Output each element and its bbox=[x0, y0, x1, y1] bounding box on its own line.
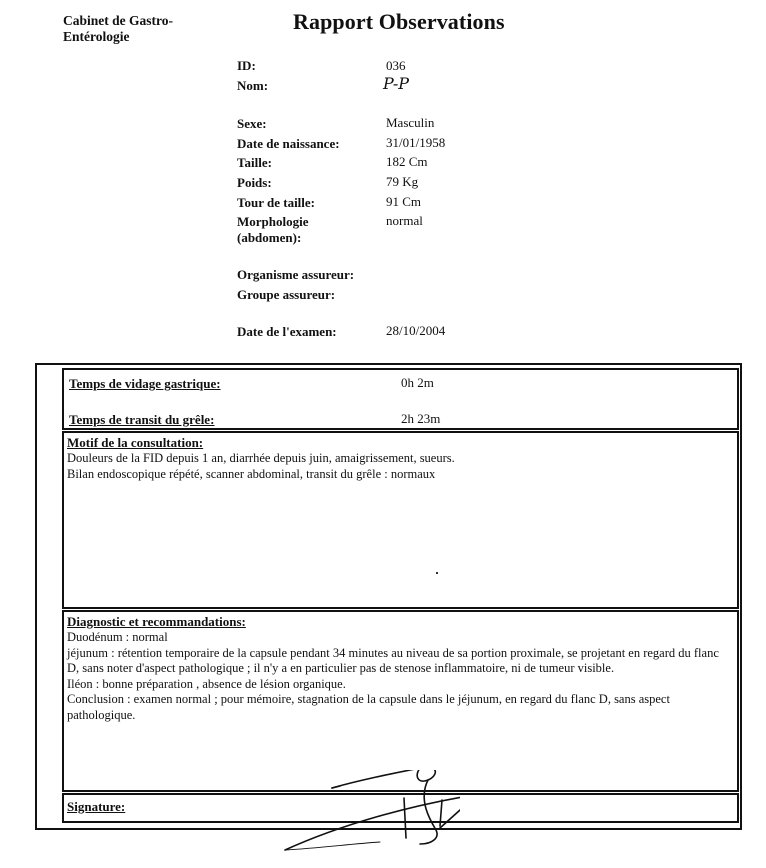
report-title: Rapport Observations bbox=[293, 9, 505, 34]
date-examen-label: Date de l'examen: bbox=[237, 324, 337, 339]
date-examen-value: 28/10/2004 bbox=[386, 323, 446, 338]
poids-value: 79 Kg bbox=[386, 174, 419, 189]
signature-label: Signature: bbox=[67, 799, 126, 814]
motif-line: Douleurs de la FID depuis 1 an, diarrhée depuis juin, amaigrissement, sueurs. bbox=[67, 451, 455, 465]
motif-consultation-section bbox=[62, 431, 739, 609]
clinic-name bbox=[63, 13, 203, 45]
diagnostic-line: Duodénum : normal bbox=[67, 630, 168, 644]
morphologie-label-line2: (abdomen): bbox=[237, 230, 302, 245]
naissance-label: Date de naissance: bbox=[237, 136, 340, 151]
diagnostic-line: jéjunum : rétention temporaire de la capsule pendant 34 minutes au niveau de sa portion proximale, se projetant en regard du flanc D, sans noter d'aspect pathologique ; il n'y a en particulier pas de stenose inflammatoire, ni de tumeur visible. bbox=[67, 645, 719, 675]
clinic-name-line1: Cabinet de Gastro- bbox=[63, 13, 173, 28]
scan-speck bbox=[436, 572, 438, 574]
vidage-gastrique-value: 0h 2m bbox=[401, 375, 434, 390]
taille-value: 182 Cm bbox=[386, 154, 428, 169]
diagnostic-line: Conclusion : examen normal ; pour mémoire, stagnation de la capsule dans le jéjunum, en regard du flanc D, sans aspect pathologique. bbox=[67, 692, 670, 722]
id-label: ID: bbox=[237, 58, 256, 73]
morphologie-label-line1: Morphologie bbox=[237, 214, 309, 229]
transit-grele-label: Temps de transit du grêle: bbox=[69, 412, 215, 427]
diagnostic-line: Iléon : bonne préparation , absence de lésion organique. bbox=[67, 676, 346, 691]
tour-taille-value: 91 Cm bbox=[386, 194, 422, 209]
handwritten-signature bbox=[280, 770, 460, 855]
morphologie-label bbox=[237, 214, 309, 246]
motif-heading: Motif de la consultation: bbox=[67, 435, 204, 450]
nom-value: P-P bbox=[383, 74, 410, 93]
poids-label: Poids: bbox=[237, 175, 272, 190]
taille-label: Taille: bbox=[237, 155, 272, 170]
transit-times-section bbox=[62, 368, 739, 430]
diagnostic-section bbox=[62, 610, 739, 792]
motif-line: Bilan endoscopique répété, scanner abdominal, transit du grêle : normaux bbox=[67, 466, 436, 481]
nom-label: Nom: bbox=[237, 78, 269, 93]
sexe-label: Sexe: bbox=[237, 116, 267, 131]
transit-grele-value: 2h 23m bbox=[401, 411, 441, 426]
clinic-name-line2: Entérologie bbox=[63, 29, 130, 44]
vidage-gastrique-label: Temps de vidage gastrique: bbox=[69, 376, 221, 391]
morphologie-value: normal bbox=[386, 213, 423, 228]
organisme-assureur-label: Organisme assureur: bbox=[237, 267, 355, 282]
diagnostic-heading: Diagnostic et recommandations: bbox=[67, 614, 246, 629]
tour-taille-label: Tour de taille: bbox=[237, 195, 316, 210]
sexe-value: Masculin bbox=[386, 115, 435, 130]
naissance-value: 31/01/1958 bbox=[386, 135, 446, 150]
id-value: 036 bbox=[386, 58, 406, 73]
groupe-assureur-label: Groupe assureur: bbox=[237, 287, 336, 302]
